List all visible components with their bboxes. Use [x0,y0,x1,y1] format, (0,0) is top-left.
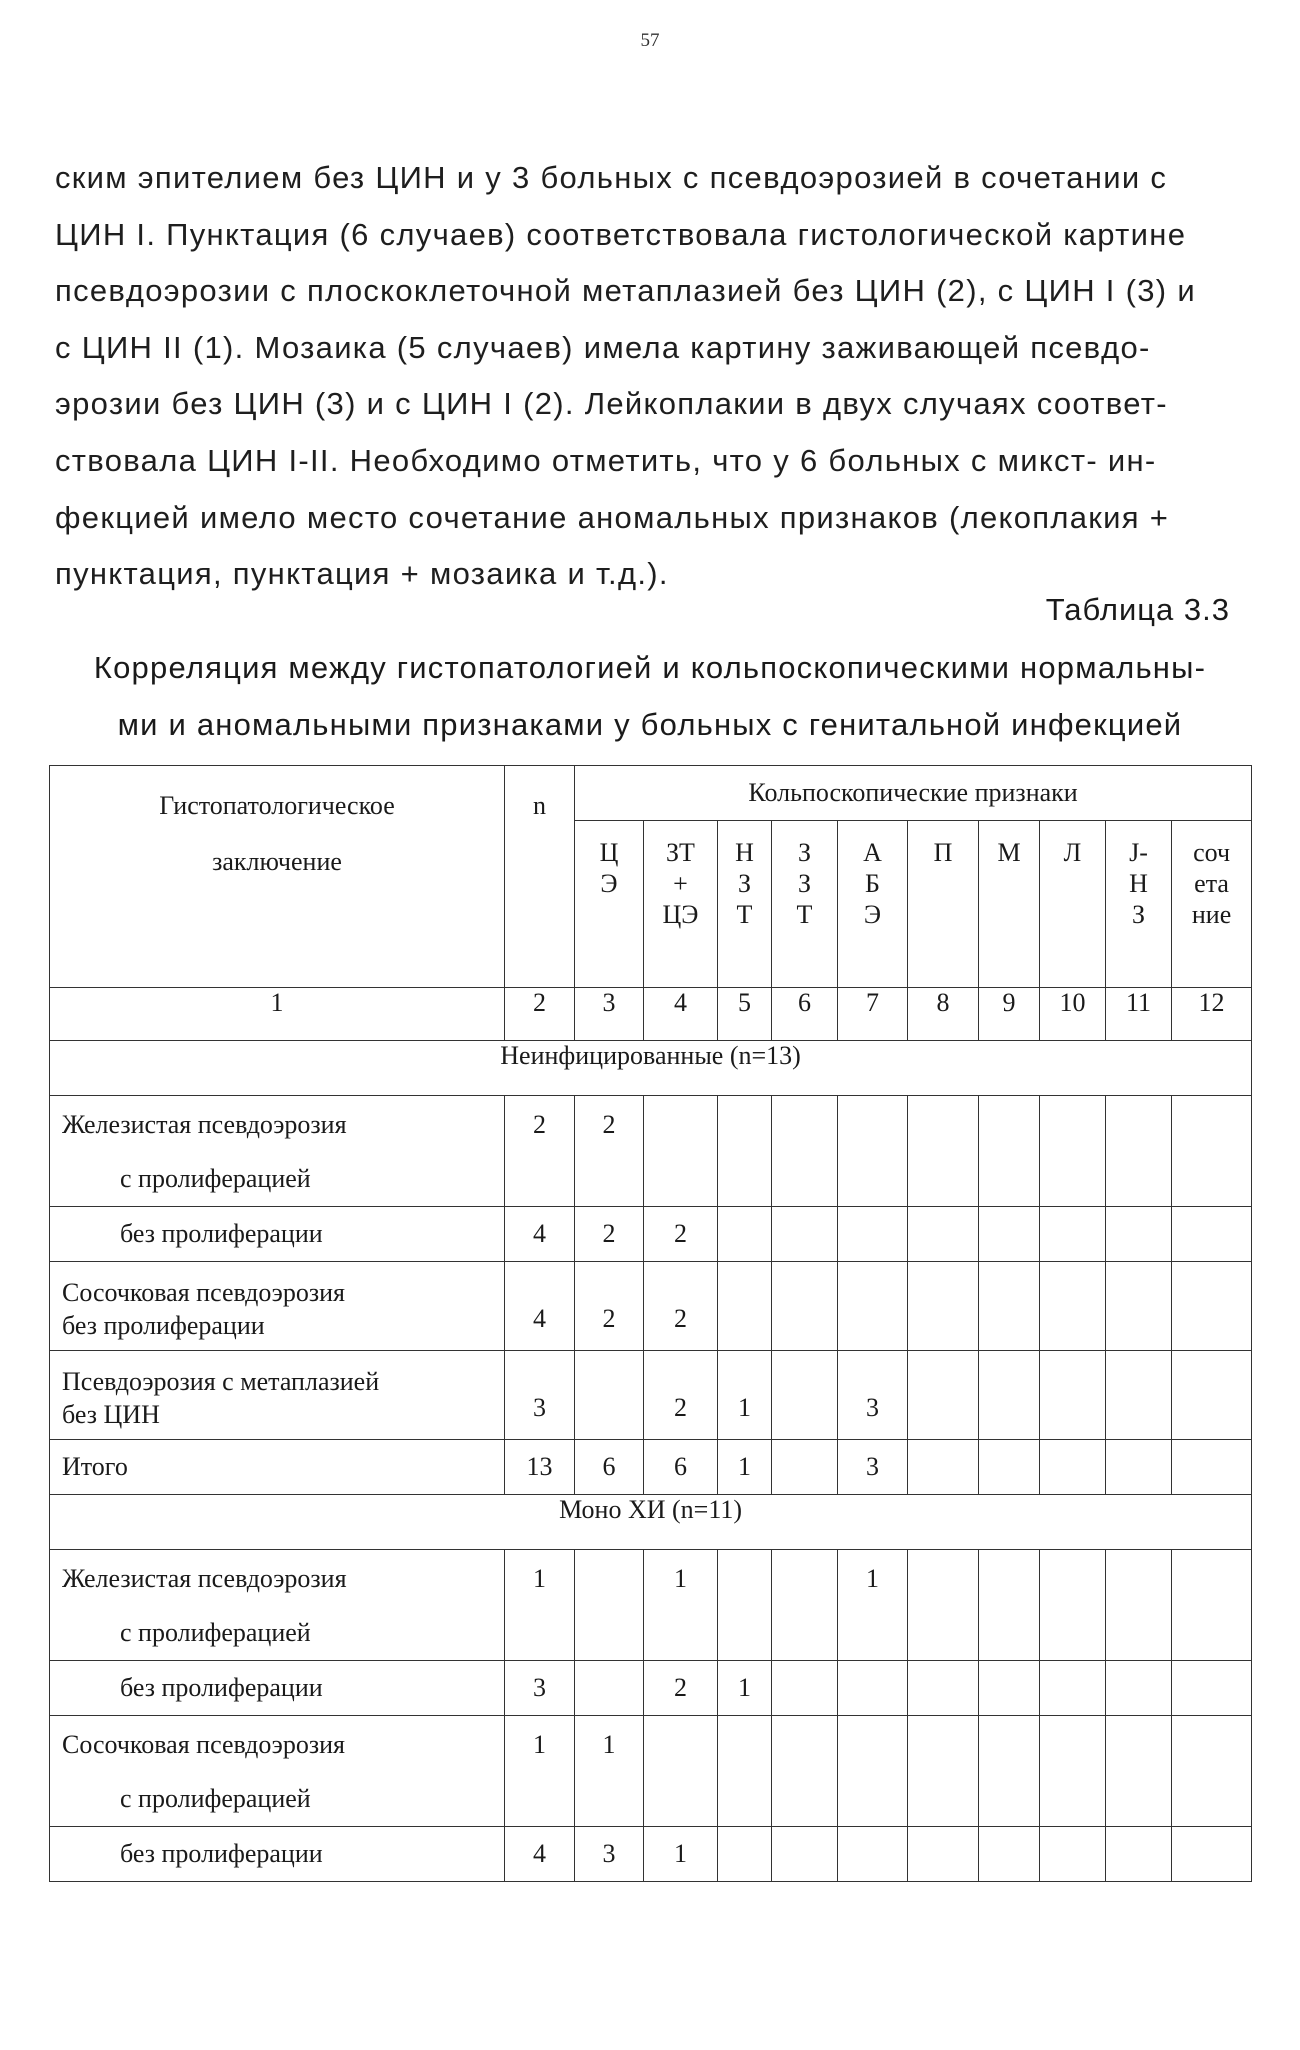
subheader-cell [1040,821,1106,988]
value-cell [979,1440,1040,1495]
value-cell [575,1440,644,1495]
table-row [50,1207,1252,1262]
subheader-line: + [673,869,688,898]
value-cell [908,1440,979,1495]
value-cell [718,1096,772,1207]
value-cell [979,1827,1040,1882]
value-cell [1172,1827,1252,1882]
paragraph-line: ствовала ЦИН I-II. Необходимо отметить, что у 6 больных с микст- ин- [55,442,1157,478]
table-title: ми и аномальными признаками у больных с генитальной инфекцией [117,707,1183,742]
value-cell [1040,1207,1106,1262]
value-cell [772,1716,838,1827]
value-cell [644,1827,718,1882]
value-text: 1 [738,1452,751,1481]
value-text: 3 [533,1673,546,1702]
column-number-cell: 4 [644,988,718,1041]
value-cell [908,1096,979,1207]
table-row [50,1661,1252,1716]
value-cell [575,1262,644,1351]
value-cell [575,1716,644,1827]
value-cell [838,1262,908,1351]
subheader-line: ета [1194,869,1229,898]
row-label [50,1827,505,1882]
value-cell [1172,1096,1252,1207]
value-cell [718,1440,772,1495]
column-number-cell: 6 [772,988,838,1041]
value-cell [1040,1716,1106,1827]
value-text: 4 [533,1839,546,1868]
value-cell [718,1262,772,1351]
value-text: 3 [866,1452,879,1481]
value-text: 6 [602,1452,616,1481]
subheader-cell [1172,821,1252,988]
column-number-cell: 9 [979,988,1040,1041]
value-cell [1106,1440,1172,1495]
paragraph-line: пунктация, пунктация + мозаика и т.д.). [55,556,669,592]
value-cell [979,1716,1040,1827]
value-cell [644,1262,718,1351]
row-sublabel: с пролиферацией [120,1784,311,1813]
value-cell [772,1550,838,1661]
table-row [50,1550,1252,1661]
value-cell [644,1716,718,1827]
value-text: 2 [602,1304,616,1333]
row-sublabel: без пролиферации [120,1673,323,1702]
value-cell [505,1096,575,1207]
value-cell [979,1661,1040,1716]
table-row [50,1827,1252,1882]
value-cell [1040,1827,1106,1882]
value-cell [1172,1262,1252,1351]
value-cell [1106,1351,1172,1440]
subheader-line: З [797,838,812,867]
row-heading: Железистая псевдоэрозия [62,1564,347,1593]
value-text: 3 [866,1393,879,1422]
value-text: 2 [602,1110,616,1139]
value-cell [505,1550,575,1661]
value-cell [772,1262,838,1351]
value-text: 1 [866,1564,879,1593]
paragraph-line: ЦИН I. Пунктация (6 случаев) соответствовала гистологической картине [55,216,1187,252]
table-row total-row [50,1440,1252,1495]
column-number-row [50,988,1252,1041]
value-text: 13 [526,1452,553,1481]
table-row [50,1096,1252,1207]
value-cell [1172,1661,1252,1716]
value-cell [838,1440,908,1495]
table-row [50,1351,1252,1440]
subheader-cell [772,821,838,988]
row-sublabel: без пролиферации [62,1311,265,1340]
row-sublabel: с пролиферацией [120,1618,311,1647]
subheader-cell [979,821,1040,988]
value-cell [772,1207,838,1262]
value-cell [505,1351,575,1440]
value-cell [1106,1827,1172,1882]
row-sublabel: без ЦИН [62,1400,160,1429]
value-text: 3 [602,1839,616,1868]
row-sublabel: с пролиферацией [120,1164,311,1193]
row-label [50,1550,505,1661]
value-cell [1040,1661,1106,1716]
value-cell [718,1827,772,1882]
row-label [50,1661,505,1716]
subheader-line: Т [736,900,753,929]
subheader-line: Т [796,900,813,929]
section-row [50,1041,1252,1096]
subheader-line: J- [1129,838,1148,867]
value-cell [718,1351,772,1440]
value-cell [1106,1716,1172,1827]
subheader-line: Л [1063,838,1082,867]
value-text: 1 [738,1673,751,1702]
row-label [50,1096,505,1207]
value-cell [644,1550,718,1661]
subheader-line: ние [1191,900,1232,929]
value-cell [644,1351,718,1440]
value-text: 1 [602,1730,616,1759]
header-histo-line: заключение [212,847,342,876]
paragraph-line: фекцией имело место сочетание аномальных признаков (лекоплакия + [55,499,1170,535]
value-text: 1 [533,1564,546,1593]
value-cell [1106,1207,1172,1262]
value-cell [908,1827,979,1882]
value-text: 6 [674,1452,687,1481]
subheader-line: З [797,869,812,898]
subheader-line: З [1131,900,1146,929]
value-cell [772,1827,838,1882]
value-cell [979,1262,1040,1351]
value-cell [718,1716,772,1827]
value-cell [718,1550,772,1661]
value-cell [1106,1550,1172,1661]
subheader-line: ЗТ [666,838,695,867]
value-cell [575,1351,644,1440]
value-cell [838,1827,908,1882]
value-cell [505,1262,575,1351]
subheader-line: Б [865,869,880,898]
value-text: 1 [674,1839,687,1868]
value-cell [979,1207,1040,1262]
row-label [50,1716,505,1827]
value-cell [1172,1550,1252,1661]
value-cell [575,1550,644,1661]
value-cell [838,1716,908,1827]
section-title: Моно ХИ (n=11) [50,1495,1252,1550]
header-colposcopic-group: Кольпоскопические признаки [575,766,1252,821]
subheader-line: Ц [599,838,619,867]
row-heading: Сосочковая псевдоэрозия [62,1730,345,1759]
subheader-line: А [863,838,882,867]
value-cell [908,1661,979,1716]
paragraph-line: псевдоэрозии с плоскоклеточной метаплазией без ЦИН (2), с ЦИН I (3) и [55,273,1196,309]
subheader-line: Э [600,869,618,898]
row-sublabel: без пролиферации [120,1219,323,1248]
value-text: 2 [674,1304,687,1333]
row-label [50,1207,505,1262]
subheader-line: П [933,838,953,867]
row-heading: Итого [62,1452,128,1481]
value-text: 1 [674,1564,687,1593]
value-cell [1040,1550,1106,1661]
subheader-line: Н [1129,869,1148,898]
value-cell [1172,1351,1252,1440]
value-text: 4 [533,1304,546,1333]
row-sublabel: без пролиферации [120,1839,323,1868]
subheader-line: соч [1193,838,1231,867]
value-text: 3 [533,1393,546,1422]
header-n: n [505,766,575,988]
value-cell [1172,1440,1252,1495]
value-text: 2 [674,1393,687,1422]
value-cell [1040,1351,1106,1440]
header-histo-line: Гистопатологическое [159,791,395,820]
value-text: 1 [533,1730,546,1759]
column-number-cell: 5 [718,988,772,1041]
value-cell [1040,1262,1106,1351]
table-title: Корреляция между гистопатологией и кольпоскопическими нормальны- [93,650,1207,685]
value-text: 1 [738,1393,751,1422]
value-cell [1106,1096,1172,1207]
subheader-line: М [997,838,1021,867]
value-cell [908,1550,979,1661]
value-cell [908,1262,979,1351]
subheader-cell [908,821,979,988]
paragraph-line: эрозии без ЦИН (3) и с ЦИН I (2). Лейкоплакии в двух случаях соответ- [55,386,1168,422]
page-number: 57 [640,30,660,51]
value-cell [908,1716,979,1827]
row-heading: Железистая псевдоэрозия [62,1110,347,1139]
value-cell [1040,1096,1106,1207]
value-cell [772,1096,838,1207]
section-title: Неинфицированные (n=13) [50,1041,1252,1096]
value-cell [718,1661,772,1716]
column-number-cell: 11 [1106,988,1172,1041]
value-cell [644,1207,718,1262]
value-cell [575,1207,644,1262]
value-cell [772,1351,838,1440]
value-cell [1106,1661,1172,1716]
value-cell [505,1827,575,1882]
value-cell [644,1440,718,1495]
paragraph-line: с ЦИН II (1). Мозаика (5 случаев) имела картину заживающей псевдо- [55,329,1151,365]
row-heading: Псевдоэрозия с метаплазией [62,1367,380,1396]
subheader-cell [718,821,772,988]
column-number-cell: 3 [575,988,644,1041]
value-cell [1040,1440,1106,1495]
subheader-line: Н [735,838,754,867]
value-cell [1172,1716,1252,1827]
value-cell [979,1096,1040,1207]
paragraph-line: ским эпителием без ЦИН и у 3 больных с псевдоэрозией в сочетании с [55,160,1168,195]
value-text: 2 [674,1673,687,1702]
value-cell [718,1207,772,1262]
value-cell [908,1207,979,1262]
value-cell [1106,1262,1172,1351]
value-cell [979,1550,1040,1661]
row-heading: Сосочковая псевдоэрозия [62,1278,345,1307]
value-cell [838,1351,908,1440]
table-row [50,1716,1252,1827]
value-cell [575,1827,644,1882]
column-number-cell: 8 [908,988,979,1041]
value-text: 4 [533,1219,546,1248]
value-cell [772,1661,838,1716]
subheader-cell [575,821,644,988]
section-row [50,1495,1252,1550]
table-row [50,1262,1252,1351]
value-cell [838,1207,908,1262]
row-label [50,1440,505,1495]
value-cell [575,1661,644,1716]
value-cell [575,1096,644,1207]
column-number-cell: 2 [505,988,575,1041]
subheader-cell [838,821,908,988]
value-cell [1172,1207,1252,1262]
value-text: 2 [533,1110,546,1139]
table-header-row [50,766,1252,821]
value-cell [644,1096,718,1207]
subheader-line: ЦЭ [662,900,699,929]
value-text: 2 [674,1219,687,1248]
value-cell [908,1351,979,1440]
header-histo [50,766,505,988]
value-cell [838,1661,908,1716]
row-label [50,1262,505,1351]
value-cell [505,1716,575,1827]
value-text: 2 [602,1219,616,1248]
value-cell [505,1661,575,1716]
subheader-line: Э [863,900,882,929]
column-number-cell: 7 [838,988,908,1041]
value-cell [838,1550,908,1661]
subheader-cell [644,821,718,988]
value-cell [505,1440,575,1495]
value-cell [772,1440,838,1495]
subheader-cell [1106,821,1172,988]
value-cell [979,1351,1040,1440]
column-number-cell: 12 [1172,988,1252,1041]
row-label [50,1351,505,1440]
correlation-table [49,765,1252,1882]
body-paragraph [55,150,1235,603]
column-number-cell: 10 [1040,988,1106,1041]
value-cell [505,1207,575,1262]
table-caption: Таблица 3.3 [1045,592,1230,627]
value-cell [838,1096,908,1207]
column-number-cell: 1 [50,988,505,1041]
value-cell [644,1661,718,1716]
subheader-line: З [737,869,752,898]
